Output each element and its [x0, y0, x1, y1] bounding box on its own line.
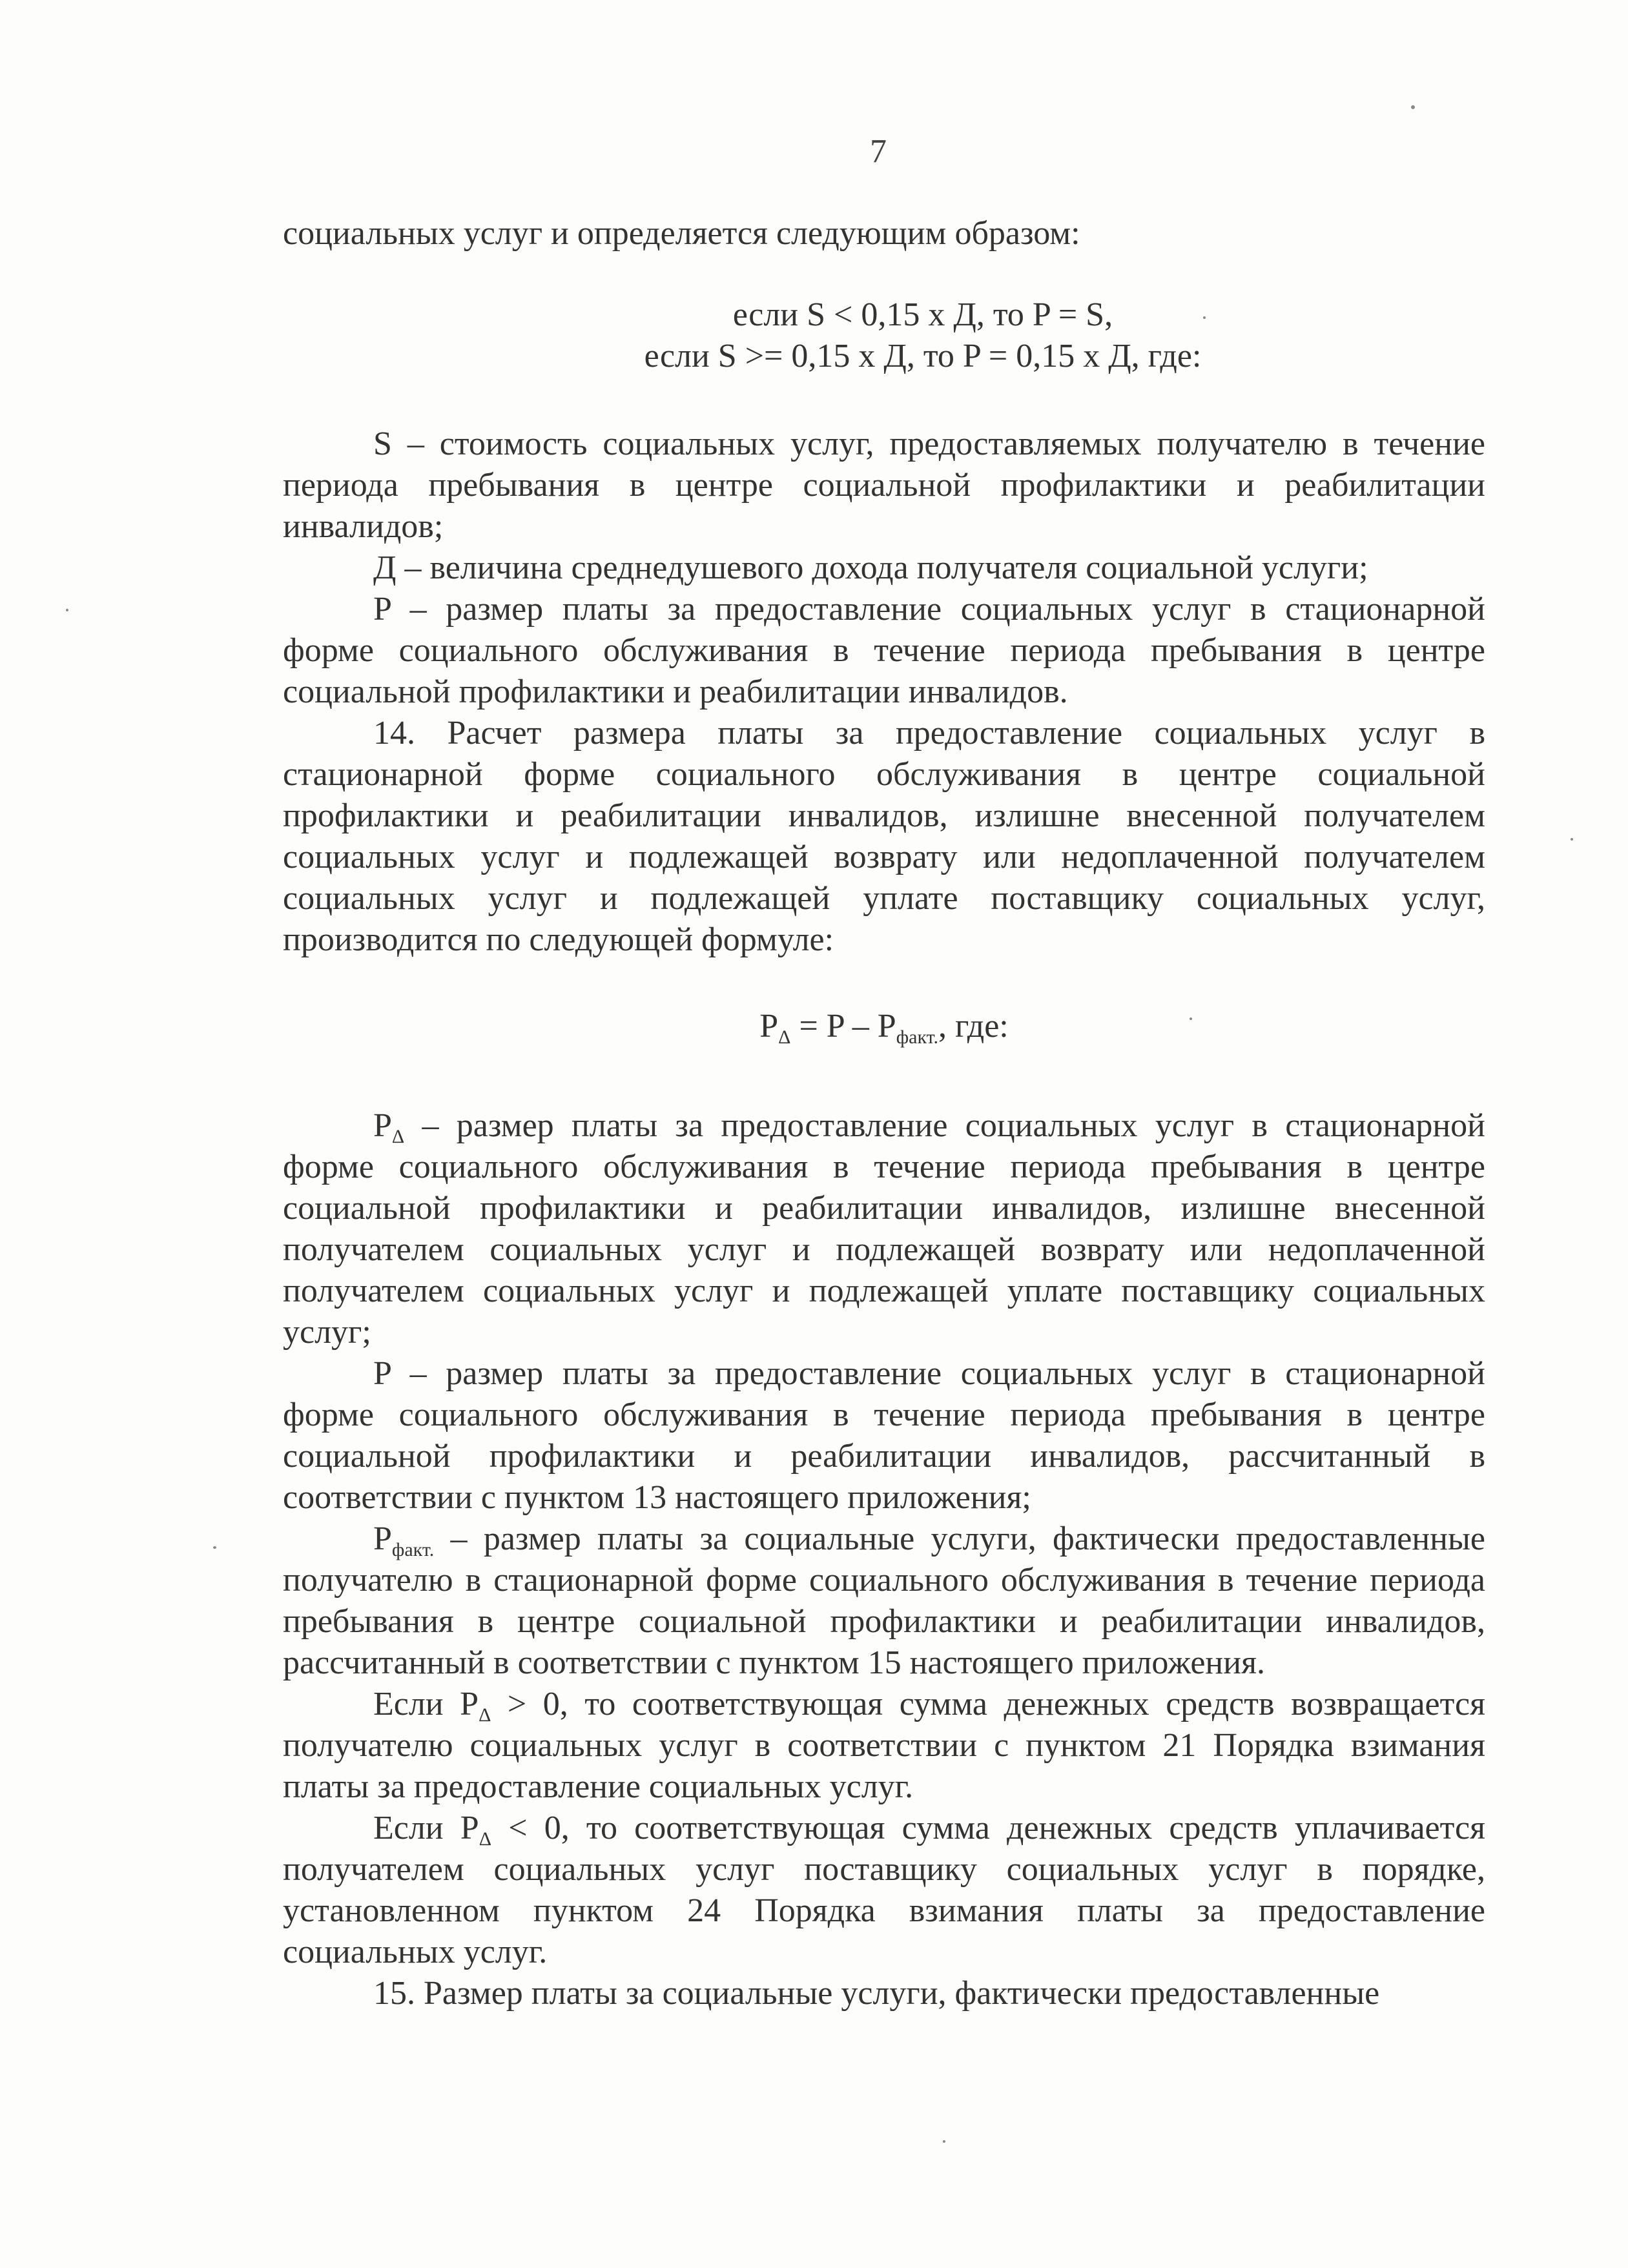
scan-speck [943, 2140, 945, 2143]
formula-delta [283, 1006, 1485, 1047]
scan-speck [1411, 105, 1415, 109]
document-body [283, 213, 1485, 2014]
case-negative-sub: Δ [479, 1828, 492, 1850]
pfact-subscript: факт. [391, 1539, 435, 1560]
scan-speck [1190, 1017, 1192, 1020]
definition-s: S – стоимость социальных услуг, предоставляемых получателю в течение периода пребывания в центре социальной профилактики и реабилитации инвалидов; [283, 425, 1485, 545]
case-positive [283, 1684, 1485, 1808]
scan-speck [213, 1546, 216, 1549]
case-positive-sub: Δ [479, 1704, 491, 1726]
scan-speck [66, 609, 68, 611]
definition-pdelta [283, 1105, 1485, 1353]
definition-p-13: P – размер платы за предоставление социальных услуг в стационарной форме социального обслуживания в течение периода пребывания в центре социальной профилактики и реабилитации инвалидов, рассчитанный в соответствии с пунктом 13 настоящего приложения; [283, 1355, 1485, 1516]
case-negative-prefix: Если P [373, 1810, 479, 1846]
scan-speck [1571, 838, 1573, 841]
formula-line-2: если S >= 0,15 х Д, то P = 0,15 х Д, где: [644, 338, 1202, 374]
item-14: 14. Расчет размера платы за предоставление социальных услуг в стационарной форме социального обслуживания в центре социальной профилактики и реабилитации инвалидов, излишне внесенной получателем социальных услуг и подлежащей возврату или недоплаченной получателем социальных услуг и подлежащей уплате поставщику социальных услуг, производится по следующей формуле: [283, 715, 1485, 958]
formula-delta-tail: , где: [938, 1008, 1009, 1045]
case-positive-text: > 0, то соответствующая сумма денежных средств возвращается получателю социальных услуг в соответствии с пунктом 21 Порядка взимания платы за предоставление социальных услуг. [283, 1686, 1485, 1805]
pdelta-subscript: Δ [391, 1126, 405, 1147]
scan-speck [1203, 316, 1206, 319]
formula-delta-fact: факт. [896, 1027, 939, 1048]
formula-line-1: если S < 0,15 х Д, то P = S, [732, 296, 1113, 333]
definition-p: P – размер платы за предоставление социальных услуг в стационарной форме социального обслуживания в течение периода пребывания в центре социальной профилактики и реабилитации инвалидов. [283, 591, 1485, 710]
item-15-start: 15. Размер платы за социальные услуги, фактически предоставленные [373, 1975, 1380, 2012]
formula-payment-rule [283, 294, 1485, 377]
pdelta-text: – размер платы за предоставление социальных услуг в стационарной форме социального обслуживания в течение периода пребывания в центре социальной профилактики и реабилитации инвалидов, излишне внесенной получателем социальных услуг и подлежащей возврату или недоплаченной получателем социальных услуг и подлежащей уплате поставщику социальных услуг; [283, 1107, 1485, 1351]
pfact-text: – размер платы за социальные услуги, фактически предоставленные получателю в стационарной форме социального обслуживания в течение периода пребывания в центре социальной профилактики и реабилитации инвалидов, рассчитанный в соответствии с пунктом 15 настоящего приложения. [283, 1520, 1485, 1681]
case-negative-text: < 0, то соответствующая сумма денежных средств уплачивается получателем социальных услуг поставщику социальных услуг в порядке, установленном пунктом 24 Порядка взимания платы за предоставление социальных услуг. [283, 1810, 1485, 1970]
page-number: 7 [870, 133, 887, 170]
formula-delta-eq: = P – P [790, 1008, 896, 1045]
pfact-symbol: P [373, 1520, 392, 1557]
pdelta-symbol: P [373, 1107, 392, 1144]
formula-delta-sub: Δ [778, 1027, 791, 1048]
formula-delta-line [283, 1006, 1485, 1047]
formula-delta-p: P [759, 1008, 779, 1045]
case-positive-prefix: Если P [373, 1686, 479, 1722]
definition-d: Д – величина среднедушевого дохода получателя социальной услуги; [373, 549, 1368, 586]
definition-pfact [283, 1518, 1485, 1684]
case-negative [283, 1808, 1485, 1973]
intro-text: социальных услуг и определяется следующим образом: [283, 215, 1080, 252]
